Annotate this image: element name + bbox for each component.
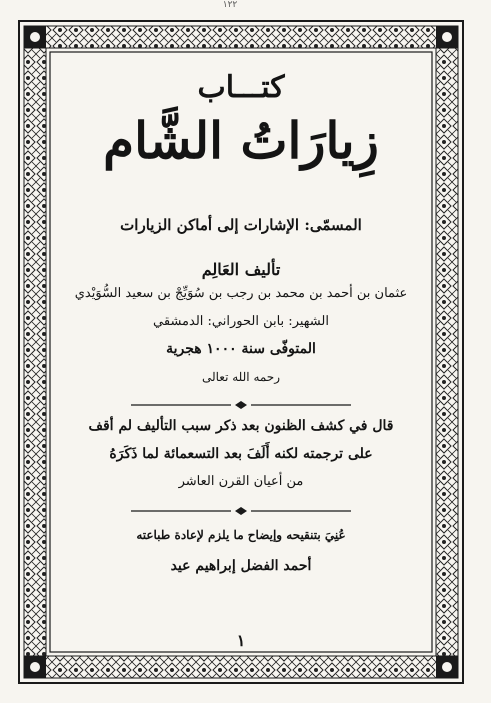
book-title: زِيارَاتُ الشَّام — [103, 111, 379, 170]
editor-name: أحمد الفضل إبراهيم عيد — [170, 558, 312, 574]
editor-note: عُنِيَ بتنقيحه وإيضاح ما يلزم لإعادة طباعته — [136, 528, 346, 542]
author-name: عثمان بن أحمد بن محمد بن رجب بن سُوَيِّجْ بن سعيد السُّوَيْدي — [74, 286, 408, 301]
section-divider — [48, 400, 434, 410]
authored-by-label: تأليف العَالِم — [201, 260, 281, 279]
author-prayer: رحمه الله تعالى — [201, 370, 281, 384]
quote-line-2: على ترجمته لكنه أَلَفَ بعد التسعمائة لما ذَكَرَهُ — [109, 446, 373, 462]
page-content — [48, 48, 434, 654]
top-page-marker: ١٢٢ — [222, 0, 238, 10]
page-number: ١ — [236, 631, 246, 650]
section-divider — [48, 506, 434, 516]
book-subtitle: المسمّى: الإشارات إلى أماكن الزيارات — [120, 216, 362, 234]
quote-line-1: قال في كشف الظنون بعد ذكر سبب التأليف لم أقف — [88, 418, 394, 434]
divider-ornament-icon — [131, 506, 351, 516]
author-death-year: المتوفّى سنة ١٠٠٠ هجرية — [166, 341, 316, 357]
divider-ornament-icon — [131, 400, 351, 410]
book-label: كتـــاب — [197, 70, 285, 105]
author-known-as: الشهير: بابن الحوراني: الدمشقي — [153, 314, 329, 329]
quote-line-3: من أعيان القرن العاشر — [178, 474, 304, 489]
